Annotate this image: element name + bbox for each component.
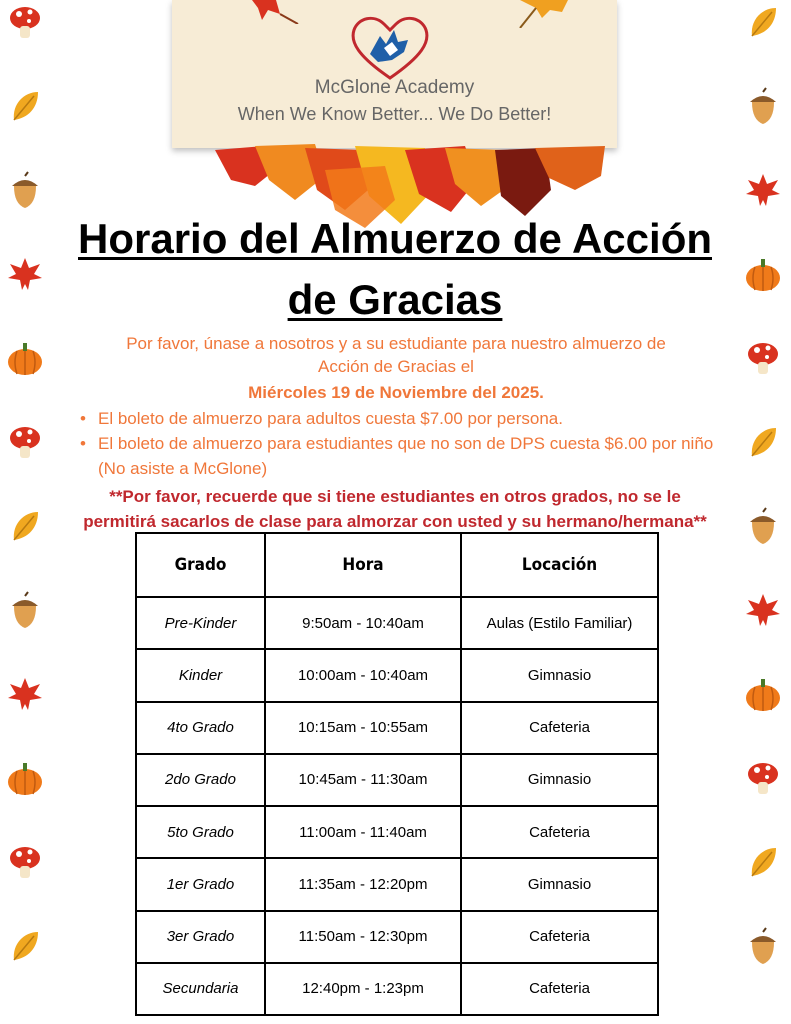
leaf-icon — [2, 86, 48, 126]
table-row — [136, 911, 658, 963]
pumpkin-icon — [2, 758, 48, 798]
header-time: Hora — [265, 533, 461, 597]
cell-location: Cafeteria — [461, 963, 658, 1015]
intro-text-line1: Por favor, únase a nosotros y a su estudiante para nuestro almuerzo de — [126, 334, 666, 353]
mushroom-icon — [2, 2, 48, 42]
lunch-schedule-table — [135, 532, 659, 1016]
cell-grade: Kinder — [136, 649, 265, 701]
list-item — [80, 406, 730, 431]
leaf-icon — [740, 422, 786, 462]
maple-leaf-icon — [512, 0, 572, 28]
cell-grade: 4to Grado — [136, 702, 265, 754]
school-name: McGlone Academy — [314, 77, 475, 98]
cell-grade: 3er Grado — [136, 911, 265, 963]
mushroom-icon — [740, 338, 786, 378]
notice-line2: permitirá sacarlos de clase para almorzar con usted y su hermano/hermana** — [83, 512, 707, 531]
cell-location: Gimnasio — [461, 858, 658, 910]
leaf-icon — [740, 842, 786, 882]
cell-grade: Secundaria — [136, 963, 265, 1015]
pumpkin-icon — [2, 338, 48, 378]
table-row — [136, 597, 658, 649]
intro-text-line2: Acción de Gracias el — [318, 357, 474, 376]
mushroom-icon — [2, 842, 48, 882]
cell-location: Cafeteria — [461, 911, 658, 963]
husky-heart-logo — [348, 12, 432, 82]
table-header-row — [136, 533, 658, 597]
list-item — [80, 431, 730, 481]
cell-time: 10:15am - 10:55am — [265, 702, 461, 754]
bullet-text: El boleto de almuerzo para adultos cuesta $7.00 por persona. — [98, 409, 563, 428]
acorn-icon — [2, 170, 48, 210]
sibling-notice — [50, 484, 740, 534]
maple-leaf-icon — [246, 0, 306, 24]
cell-location: Gimnasio — [461, 754, 658, 806]
table-row — [136, 963, 658, 1015]
page-title-line2: de Gracias — [287, 276, 503, 323]
cell-grade: 5to Grado — [136, 806, 265, 858]
left-decor-border — [2, 0, 48, 1024]
cell-time: 9:50am - 10:40am — [265, 597, 461, 649]
maple-leaf-icon — [740, 590, 786, 630]
header-grade: Grado — [136, 533, 265, 597]
cell-time: 11:35am - 12:20pm — [265, 858, 461, 910]
leaf-icon — [740, 2, 786, 42]
maple-leaf-icon — [2, 674, 48, 714]
cell-location: Cafeteria — [461, 702, 658, 754]
cell-location: Cafeteria — [461, 806, 658, 858]
cell-grade: 2do Grado — [136, 754, 265, 806]
table-row — [136, 649, 658, 701]
acorn-icon — [740, 506, 786, 546]
maple-leaf-icon — [740, 170, 786, 210]
table-row — [136, 806, 658, 858]
cell-time: 10:00am - 10:40am — [265, 649, 461, 701]
bullet-icon: • — [80, 434, 86, 453]
page-title-line1: Horario del Almuerzo de Acción — [78, 215, 712, 262]
cell-time: 10:45am - 11:30am — [265, 754, 461, 806]
pumpkin-icon — [740, 674, 786, 714]
cell-location: Aulas (Estilo Familiar) — [461, 597, 658, 649]
mushroom-icon — [2, 422, 48, 462]
table-row — [136, 754, 658, 806]
leaf-icon — [2, 926, 48, 966]
bullet-text: El boleto de almuerzo para estudiantes que no son de DPS cuesta $6.00 por niño (No asiste a McGlone) — [98, 434, 714, 478]
leaf-icon — [2, 506, 48, 546]
cell-grade: 1er Grado — [136, 858, 265, 910]
cell-time: 11:50am - 12:30pm — [265, 911, 461, 963]
ticket-price-list — [80, 406, 730, 481]
cell-time: 11:00am - 11:40am — [265, 806, 461, 858]
right-decor-border — [740, 0, 786, 1024]
acorn-icon — [2, 590, 48, 630]
mushroom-icon — [740, 758, 786, 798]
notice-line1: **Por favor, recuerde que si tiene estudiantes en otros grados, no se le — [109, 487, 681, 506]
cell-location: Gimnasio — [461, 649, 658, 701]
cell-grade: Pre-Kinder — [136, 597, 265, 649]
acorn-icon — [740, 86, 786, 126]
table-row — [136, 858, 658, 910]
table-row — [136, 702, 658, 754]
bullet-icon: • — [80, 409, 86, 428]
event-date: Miércoles 19 de Noviembre del 2025. — [248, 383, 544, 402]
acorn-icon — [740, 926, 786, 966]
cell-time: 12:40pm - 1:23pm — [265, 963, 461, 1015]
school-tagline: When We Know Better... We Do Better! — [237, 104, 552, 124]
header-location: Locación — [461, 533, 658, 597]
